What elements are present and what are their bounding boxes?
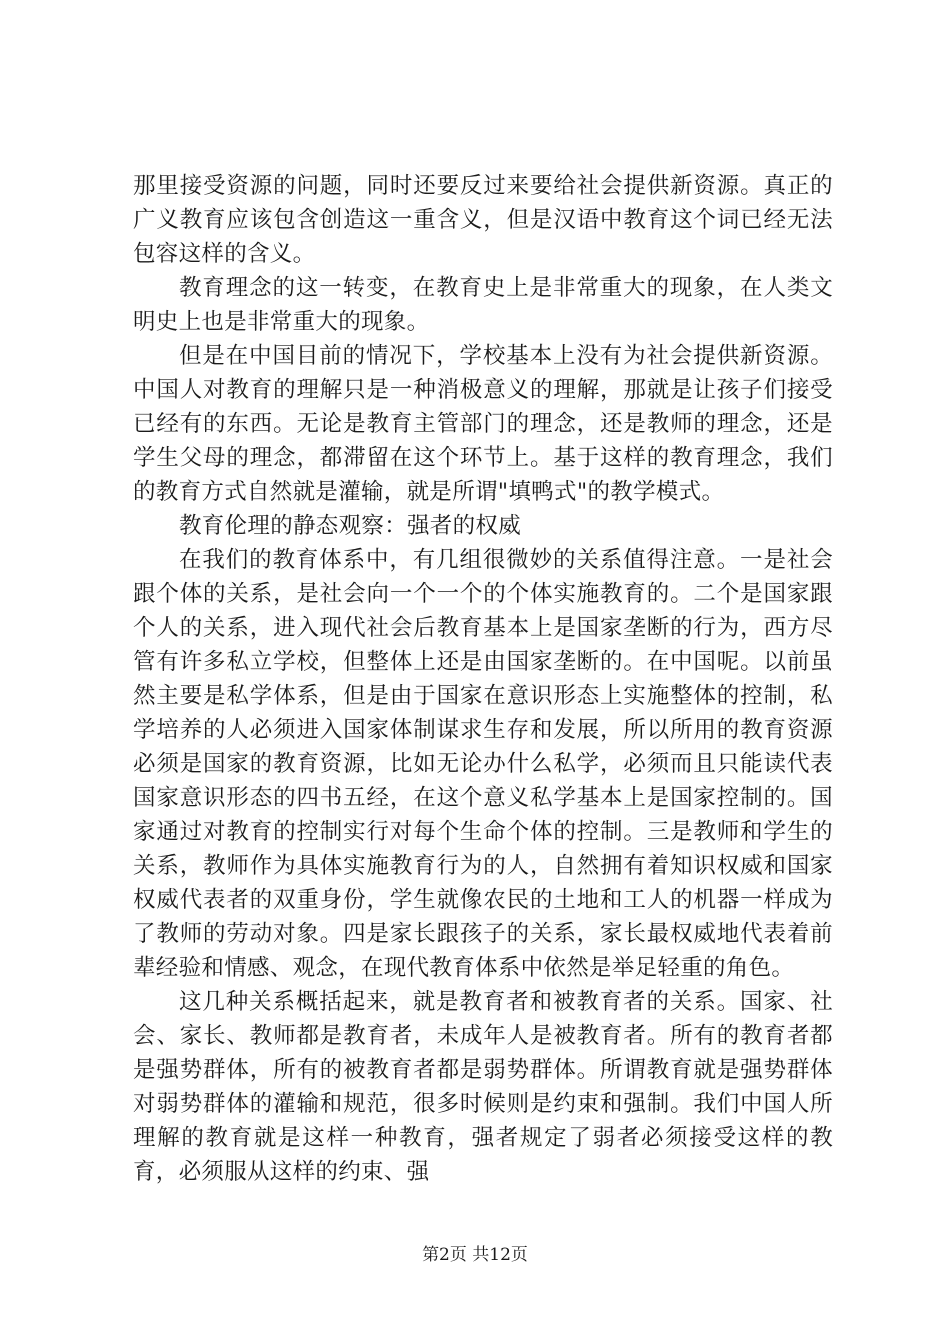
paragraph-4: 在我们的教育体系中，有几组很微妙的关系值得注意。一是社会跟个体的关系，是社会向一个一个的个体实施教育的。二个是国家跟个人的关系，进入现代社会后教育基本上是国家垄断的行为，西方尽管有许多私立学校，但整体上还是由国家垄断的。在中国呢。以前虽然主要是私学体系，但是由于国家在意识形态上实施整体的控制，私学培养的人必须进入国家体制谋求生存和发展，所以所用的教育资源必须是国家的教育资源，比如无论办什么私学，必须而且只能读代表国家意识形态的四书五经，在这个意义私学基本上是国家控制的。国家通过对教育的控制实行对每个生命个体的控制。三是教师和学生的关系，教师作为具体实施教育行为的人，自然拥有着知识权威和国家权威代表者的双重身份，学生就像农民的土地和工人的机器一样成为了教师的劳动对象。四是家长跟孩子的关系，家长最权威地代表着前辈经验和情感、观念，在现代教育体系中依然是举足轻重的角色。 [133,547,833,981]
paragraph-3: 但是在中国目前的情况下，学校基本上没有为社会提供新资源。中国人对教育的理解只是一种消极意义的理解，那就是让孩子们接受已经有的东西。无论是教育主管部门的理念，还是教师的理念，还是学生父母的理念，都滞留在这个环节上。基于这样的教育理念，我们的教育方式自然就是灌输，就是所谓"填鸭式"的教学模式。 [133,343,833,505]
section-heading: 教育伦理的静态观察：强者的权威 [179,513,522,539]
page-number-footer: 第2页 共12页 [422,1245,528,1265]
paragraph-5: 这几种关系概括起来，就是教育者和被教育者的关系。国家、社会、家长、教师都是教育者，未成年人是被教育者。所有的教育者都是强势群体，所有的被教育者都是弱势群体。所谓教育就是强势群体对弱势群体的灌输和规范，很多时候则是约束和强制。我们中国人所理解的教育就是这样一种教育，强者规定了弱者必须接受这样的教育，必须服从这样的约束、强 [133,989,833,1185]
paragraph-1: 那里接受资源的问题，同时还要反过来要给社会提供新资源。真正的广义教育应该包含创造这一重含义，但是汉语中教育这个词已经无法包容这样的含义。 [133,173,833,267]
paragraph-2: 教育理念的这一转变，在教育史上是非常重大的现象，在人类文明史上也是非常重大的现象。 [133,275,833,335]
document-body [133,169,833,1189]
